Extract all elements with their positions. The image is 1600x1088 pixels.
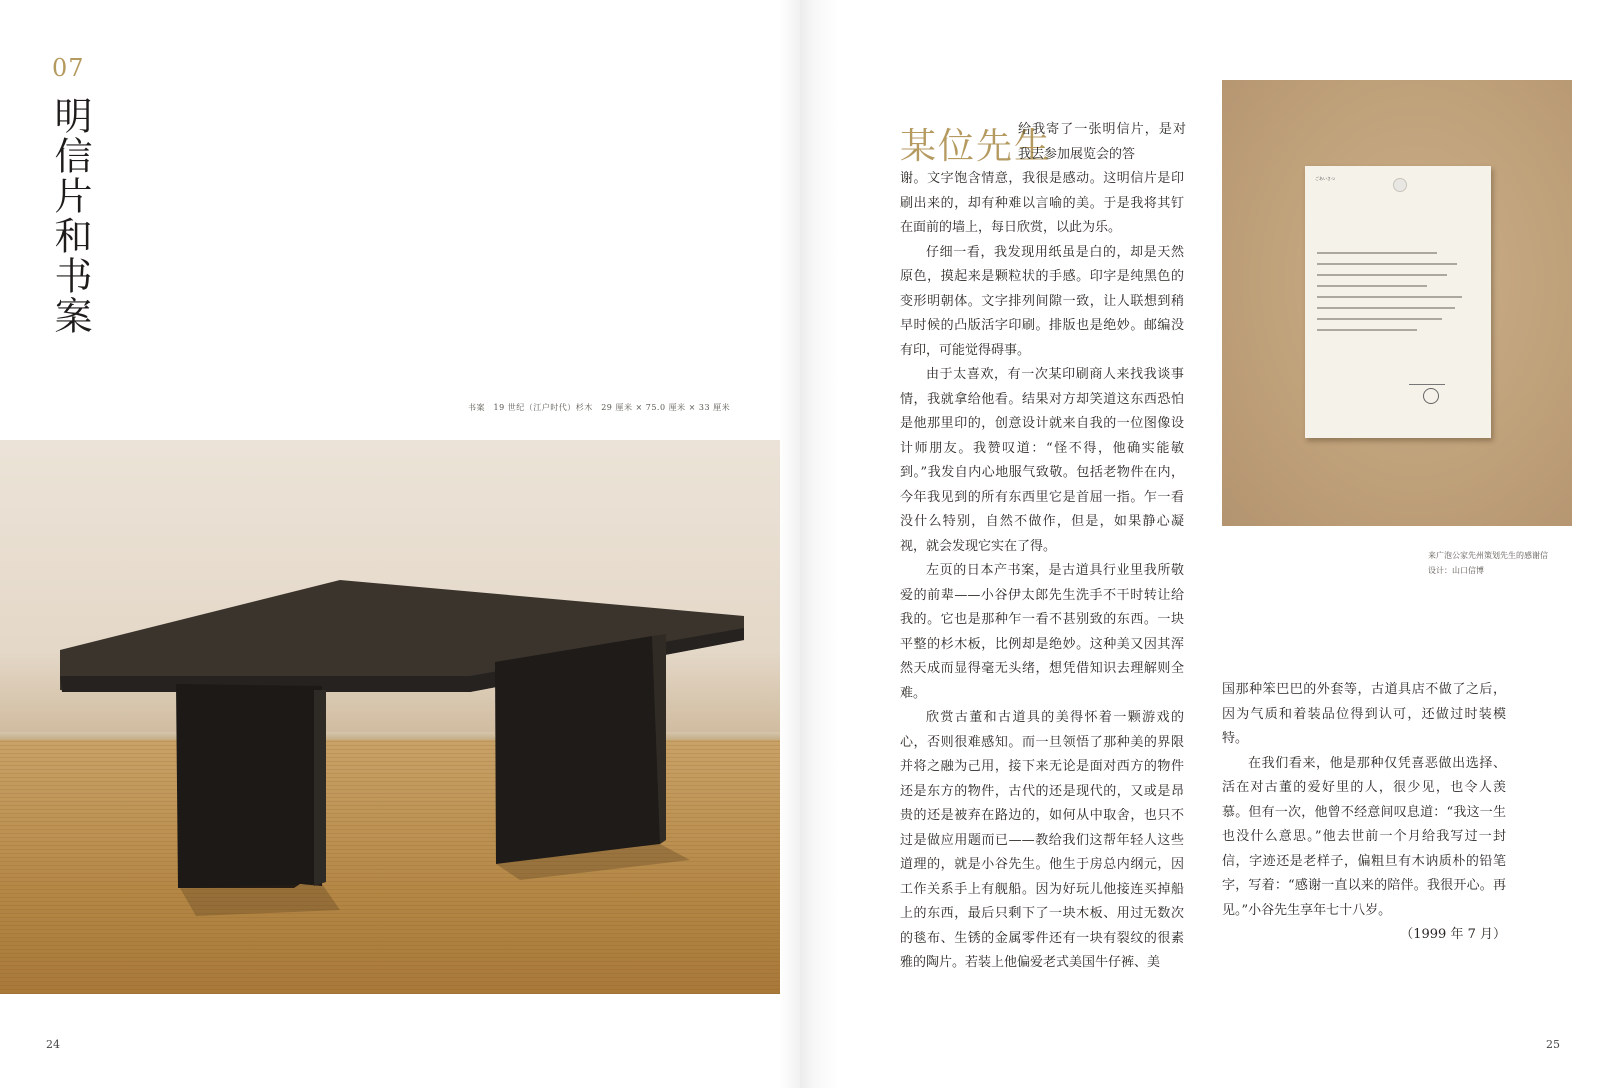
first-line: 给我寄了一张明信片，是对我去参加展览会的答 [1018,122,1186,162]
page-number-right: 25 [1546,1038,1560,1051]
paragraph: 国那种笨巴巴的外套等，古道具店不做了之后，因为气质和着装品位得到认可，还做过时装模特。 [1222,682,1506,746]
paragraph: 谢。文字饱含情意，我很是感动。这明信片是印刷出来的，却有种难以言喻的美。于是我将其钉在面前的墙上，每日欣赏，以此为乐。 [900,171,1184,235]
article-column-left [900,167,1184,976]
article-date: （1999 年 7 月） [1400,927,1506,942]
pushpin-icon [1393,178,1407,192]
writing-desk-photo [0,440,800,994]
article-column-right [1222,678,1506,948]
paragraph: 仔细一看，我发现用纸虽是白的，却是天然原色，摸起来是颗粒状的手感。印字是纯黑色的变形明朝体。文字排列间隙一致，让人联想到稍早时候的凸版活字印刷。排版也是绝妙。邮编没有印，可能觉得碍事。 [900,244,1184,358]
chapter-title: 明信片和书案 [48,96,92,336]
caption-line: 设计：山口信博 [1428,566,1484,575]
postcard-logo-icon [1423,388,1439,404]
writing-desk-illustration [0,440,800,994]
postcard-signature [1409,374,1445,385]
article-headline: 某位先生 [900,126,1053,167]
paragraph: 左页的日本产书案，是古道具行业里我所敬爱的前辈——小谷伊太郎先生洗手不干时转让给我的。它也是那种乍一看不甚别致的东西。一块平整的杉木板，比例却是绝妙。这种美又因其浑然天成而显得毫无头绪，想凭借知识去理解则全难。 [900,563,1184,701]
caption-line: 来广泡公家先州策划先生的感谢信 [1428,551,1548,560]
gutter-shadow [780,0,800,1088]
page-number-left: 24 [46,1038,60,1051]
postcard-text-lines [1317,252,1467,340]
paragraph: 由于太喜欢，有一次某印刷商人来找我谈事情，我就拿给他看。结果对方却笑道这东西恐怕是他那里印的，创意设计就来自我的一位图像设计师朋友。我赞叹道：“怪不得，他确实能敏到。”我发自内心地服气致敬。包括老物件在内，今年我见到的所有东西里它是首屈一指。乍一看没什么特别，自然不做作，但是，如果静心凝视，就会发现它实在了得。 [900,367,1184,554]
postcard-greeting: ごあいさつ [1315,176,1335,181]
bench-photo-caption: 书案 19 世纪（江户时代）杉木 29 厘米 × 75.0 厘米 × 33 厘米 [468,403,731,412]
paragraph: 欣赏古董和古道具的美得怀着一颗游戏的心，否则很难感知。而一旦领悟了那种美的界限并将之融为己用，接下来无论是面对西方的物件还是东方的物件，古代的还是现代的，又或是昂贵的还是被弃在路边的，如何从中取舍，也只不过是做应用题而已——教给我们这帮年轻人这些道理的，就是小谷先生。他生于房总内纲元，因工作关系手上有舰船。因为好玩儿他接连买掉船上的东西，最后只剩下了一块木板、用过无数次的毯布、生锈的金属零件还有一块有裂纹的很素雅的陶片。若装上他偏爱老式美国牛仔裤、美 [900,710,1184,970]
postcard [1305,166,1491,438]
paragraph: 在我们看来，他是那种仅凭喜恶做出选择、活在对古董的爱好里的人，很少见，也令人羡慕。但有一次，他曾不经意间叹息道：“我这一生也没什么意思。”他去世前一个月给我写过一封信，字迹还是老样子，偏粗旦有木讷质朴的铅笔字，写着：“感谢一直以来的陪伴。我很开心。再见。”小谷先生享年七十八岁。 [1222,755,1506,918]
postcard-photo-caption [1428,548,1548,578]
postcard-photo [1222,80,1572,526]
chapter-number: 07 [52,54,85,82]
